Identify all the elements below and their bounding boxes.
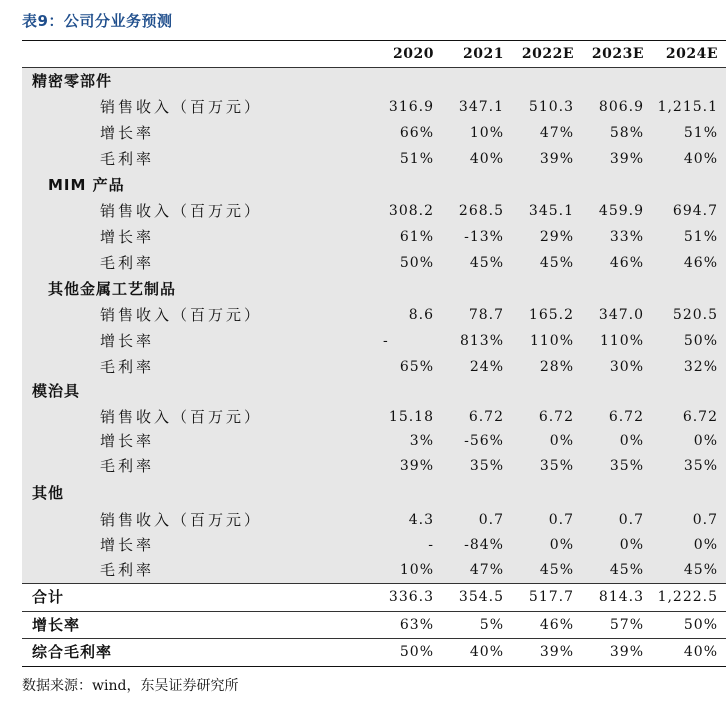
cell-2021: 47% — [469, 562, 504, 578]
cell-2022e: 0.7 — [548, 512, 574, 528]
cell-2022e: 39% — [539, 644, 574, 660]
section-header-molds-fixtures — [22, 378, 726, 404]
table-row — [22, 354, 726, 380]
table-row — [22, 198, 726, 224]
table-row — [22, 532, 726, 558]
cell-2024e: 1,215.1 — [657, 99, 718, 115]
cell-2022e: 165.2 — [528, 307, 574, 323]
cell-2023e: 806.9 — [598, 99, 644, 115]
year-header-2020: 2020 — [393, 46, 434, 62]
cell-2021: 5% — [479, 617, 504, 633]
cell-2021: 0.7 — [478, 512, 504, 528]
total-growth-row — [22, 612, 726, 638]
cell-2020: 4.3 — [408, 512, 434, 528]
cell-2020: 61% — [399, 229, 434, 245]
row-label: 增长率 — [100, 124, 155, 142]
table-row — [22, 428, 726, 454]
table-row — [22, 453, 726, 479]
cell-2021: 35% — [469, 458, 504, 474]
row-label: 销售收入（百万元） — [100, 202, 263, 220]
cell-2023e: 0% — [619, 537, 644, 553]
cell-2021: 40% — [469, 644, 504, 660]
total-margin-row — [22, 639, 726, 665]
row-label: 增长率 — [100, 228, 155, 246]
total-row — [22, 584, 726, 610]
row-label: 销售收入（百万元） — [100, 98, 263, 116]
cell-2024e: 6.72 — [682, 409, 718, 425]
cell-2021: -13% — [464, 229, 504, 245]
cell-2023e: 57% — [609, 617, 644, 633]
cell-2020: 51% — [399, 151, 434, 167]
cell-2022e: 517.7 — [528, 589, 574, 605]
cell-2024e: 50% — [683, 333, 718, 349]
cell-2022e: 0% — [549, 433, 574, 449]
cell-2020: 50% — [399, 644, 434, 660]
cell-2023e: 347.0 — [598, 307, 644, 323]
row-label: 增长率 — [32, 616, 81, 634]
cell-2023e: 39% — [609, 151, 644, 167]
row-label: 销售收入（百万元） — [100, 306, 263, 324]
cell-2021: 347.1 — [458, 99, 504, 115]
bottom-rule — [22, 666, 726, 667]
cell-2021: -56% — [464, 433, 504, 449]
cell-2023e: 459.9 — [598, 203, 644, 219]
cell-2020: 50% — [399, 255, 434, 271]
cell-2023e: 0.7 — [618, 512, 644, 528]
table-row — [22, 557, 726, 583]
cell-2020: 10% — [399, 562, 434, 578]
table-row — [22, 120, 726, 146]
row-label: 增长率 — [100, 536, 155, 554]
cell-2022e: 6.72 — [538, 409, 574, 425]
cell-2021: 354.5 — [458, 589, 504, 605]
row-label: 毛利率 — [100, 254, 155, 272]
cell-2021: 6.72 — [468, 409, 504, 425]
year-header-row — [22, 41, 726, 68]
cell-2023e: 30% — [609, 359, 644, 375]
cell-2020: 308.2 — [388, 203, 434, 219]
cell-2022e: 28% — [539, 359, 574, 375]
cell-2024e: 32% — [683, 359, 718, 375]
cell-2024e: 0% — [693, 433, 718, 449]
cell-2024e: 51% — [683, 229, 718, 245]
cell-2024e: 694.7 — [672, 203, 718, 219]
cell-2022e: 29% — [539, 229, 574, 245]
row-label: 增长率 — [100, 332, 155, 350]
section-name: 精密零部件 — [32, 72, 113, 90]
cell-2020: 3% — [409, 433, 434, 449]
section-header-precision-parts — [22, 68, 726, 94]
cell-2021: 268.5 — [458, 203, 504, 219]
cell-2023e: 33% — [609, 229, 644, 245]
cell-2020: 15.18 — [388, 409, 434, 425]
cell-2020: 66% — [399, 125, 434, 141]
cell-2024e: 0% — [693, 537, 718, 553]
cell-2021: 45% — [469, 255, 504, 271]
cell-2024e: 520.5 — [672, 307, 718, 323]
cell-2020: 39% — [399, 458, 434, 474]
row-label: 毛利率 — [100, 358, 155, 376]
cell-2022e: 45% — [539, 562, 574, 578]
cell-2020: 65% — [399, 359, 434, 375]
cell-2022e: 110% — [529, 333, 574, 349]
section-header-other-metal-crafts — [22, 276, 726, 302]
row-label: 毛利率 — [100, 457, 155, 475]
cell-2020: - — [428, 537, 434, 553]
cell-2021: 24% — [469, 359, 504, 375]
cell-2021: 78.7 — [468, 307, 504, 323]
cell-2023e: 46% — [609, 255, 644, 271]
row-label: 合计 — [32, 588, 65, 606]
cell-2020: 63% — [399, 617, 434, 633]
table-row — [22, 224, 726, 250]
row-label: 毛利率 — [100, 150, 155, 168]
cell-2023e: 0% — [619, 433, 644, 449]
cell-2023e: 6.72 — [608, 409, 644, 425]
cell-2022e: 510.3 — [528, 99, 574, 115]
cell-2022e: 39% — [539, 151, 574, 167]
section-header-mim-products — [22, 172, 726, 198]
cell-2023e: 814.3 — [598, 589, 644, 605]
cell-2022e: 45% — [539, 255, 574, 271]
cell-2024e: 35% — [683, 458, 718, 474]
section-name: MIM 产品 — [48, 176, 125, 194]
row-label: 销售收入（百万元） — [100, 511, 263, 529]
cell-2021: 40% — [469, 151, 504, 167]
table-row — [22, 302, 726, 328]
cell-2020: 336.3 — [388, 589, 434, 605]
row-label: 毛利率 — [100, 561, 155, 579]
cell-2023e: 39% — [609, 644, 644, 660]
cell-2021: 813% — [459, 333, 504, 349]
cell-2023e: 58% — [609, 125, 644, 141]
cell-2024e: 1,222.5 — [657, 589, 718, 605]
cell-2021: -84% — [464, 537, 504, 553]
cell-2024e: 0.7 — [692, 512, 718, 528]
year-header-2023e: 2023E — [591, 46, 644, 62]
year-header-2022e: 2022E — [521, 46, 574, 62]
cell-2022e: 46% — [539, 617, 574, 633]
cell-2022e: 0% — [549, 537, 574, 553]
table-row — [22, 328, 726, 354]
cell-2022e: 345.1 — [528, 203, 574, 219]
cell-2023e: 35% — [609, 458, 644, 474]
year-header-2021: 2021 — [463, 46, 504, 62]
cell-2024e: 40% — [683, 151, 718, 167]
cell-2022e: 47% — [539, 125, 574, 141]
row-label: 综合毛利率 — [32, 643, 113, 661]
section-name: 其他 — [32, 484, 65, 502]
table-row — [22, 404, 726, 430]
table-row — [22, 94, 726, 120]
row-label: 增长率 — [100, 432, 155, 450]
row-label: 销售收入（百万元） — [100, 408, 263, 426]
table-row — [22, 146, 726, 172]
cell-2024e: 40% — [683, 644, 718, 660]
section-name: 模治具 — [32, 382, 81, 400]
cell-2023e: 110% — [599, 333, 644, 349]
cell-2020: 8.6 — [408, 307, 434, 323]
cell-2020: 316.9 — [388, 99, 434, 115]
cell-2024e: 51% — [683, 125, 718, 141]
cell-2021: 10% — [469, 125, 504, 141]
cell-2023e: 45% — [609, 562, 644, 578]
cell-2024e: 46% — [683, 255, 718, 271]
table-title: 表9：公司分业务预测 — [22, 12, 173, 30]
table-row — [22, 250, 726, 276]
source-note: 数据来源：wind，东吴证券研究所 — [22, 678, 239, 694]
cell-2024e: 45% — [683, 562, 718, 578]
year-header-2024e: 2024E — [665, 46, 718, 62]
section-header-others — [22, 480, 726, 506]
cell-2024e: 50% — [683, 617, 718, 633]
cell-2022e: 35% — [539, 458, 574, 474]
section-name: 其他金属工艺制品 — [48, 280, 177, 298]
cell-2020: - — [383, 333, 389, 349]
table-row — [22, 507, 726, 533]
